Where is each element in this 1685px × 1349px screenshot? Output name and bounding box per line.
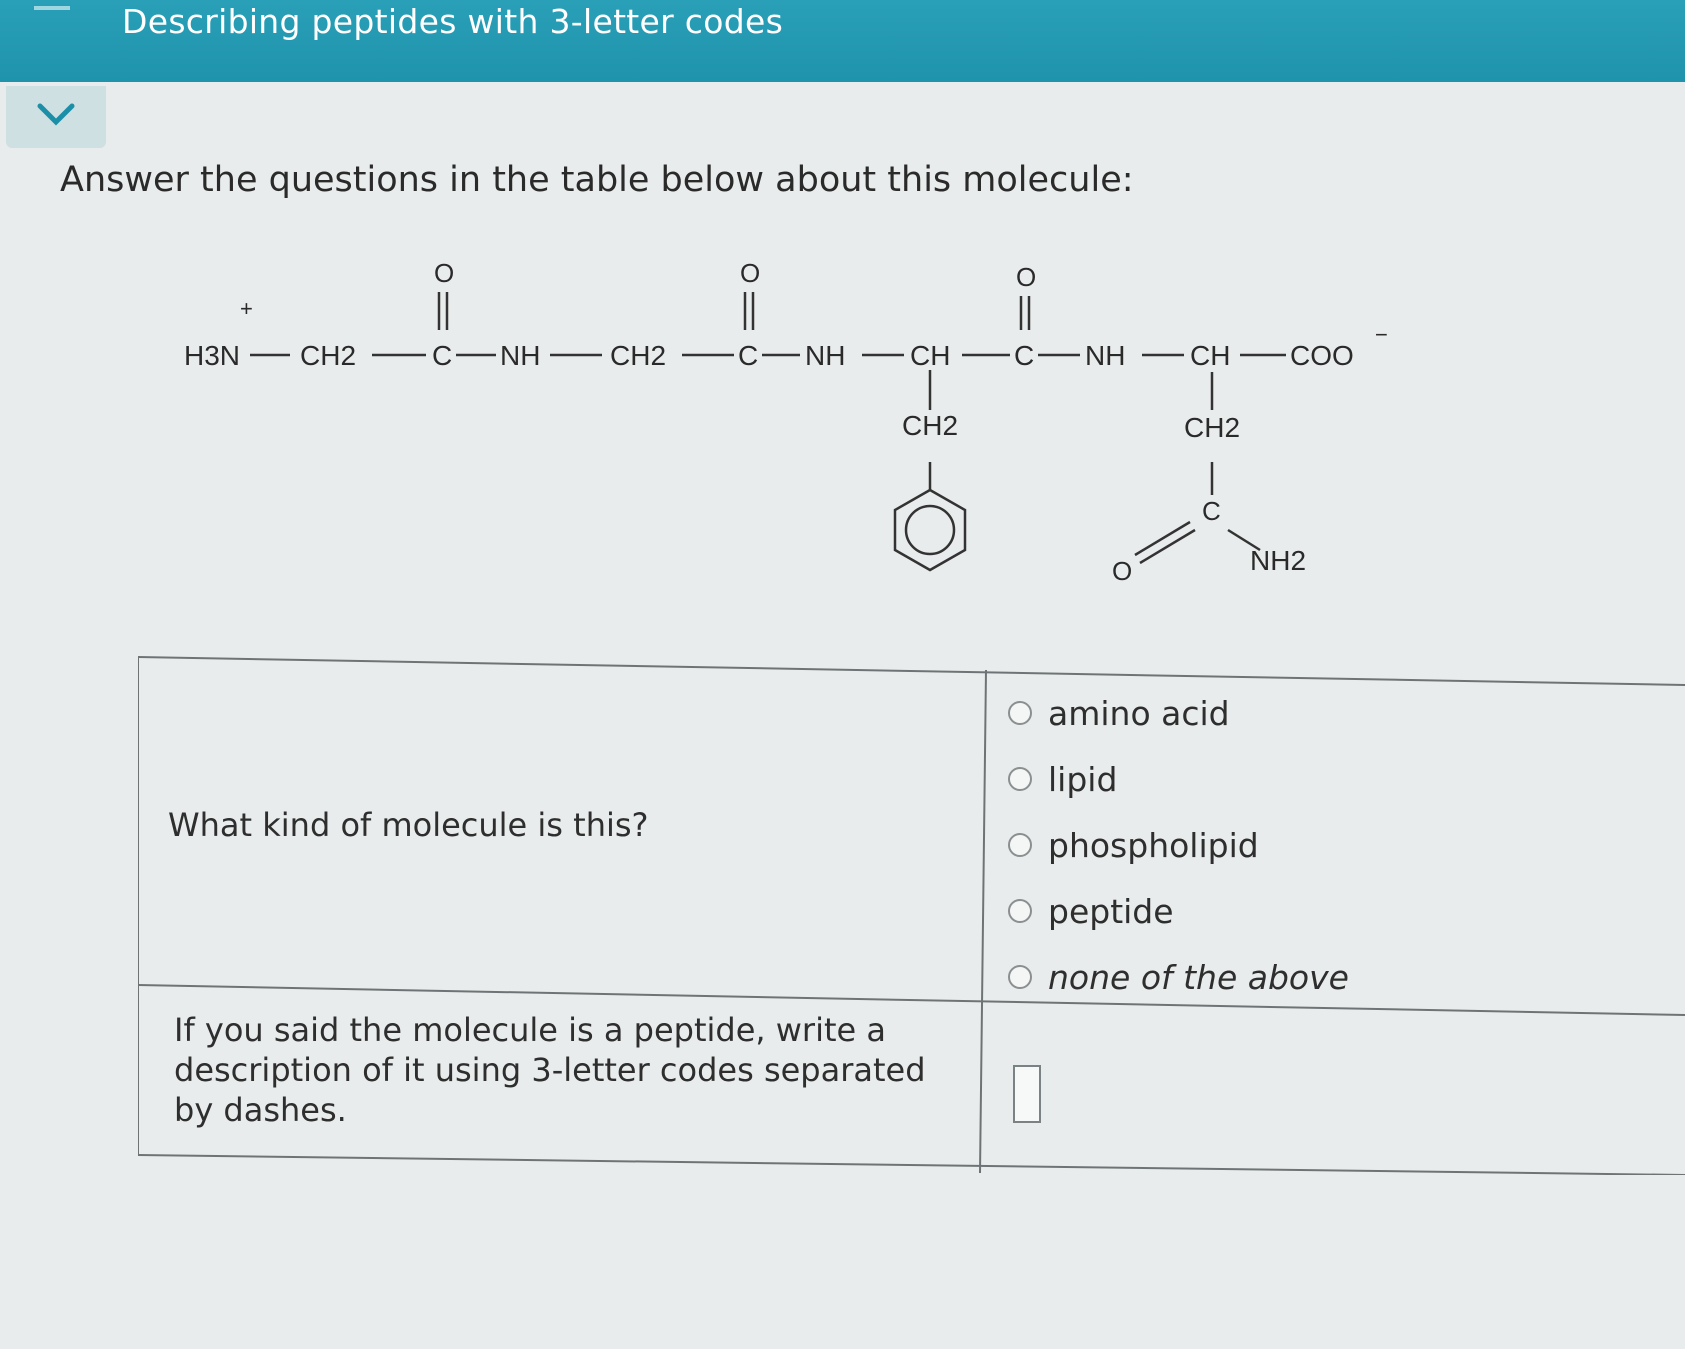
chain-nh-3: NH <box>1085 340 1126 371</box>
plus-charge: + <box>240 296 253 321</box>
chain-coo: COO <box>1290 340 1354 371</box>
radio-icon[interactable] <box>1008 767 1032 791</box>
chain-ch-2: CH <box>1190 340 1231 371</box>
option-label: none of the above <box>1048 957 1349 997</box>
question-kind-label: What kind of molecule is this? <box>168 806 649 844</box>
radio-icon[interactable] <box>1008 899 1032 923</box>
menu-dash-icon[interactable] <box>34 6 70 10</box>
option-phospholipid[interactable] <box>1008 812 1349 878</box>
option-none-of-the-above[interactable] <box>1008 944 1349 1010</box>
side-o-amide: O <box>1112 556 1133 586</box>
chain-ch2-2: CH2 <box>610 340 667 371</box>
option-label: lipid <box>1048 759 1118 799</box>
chain-c-1: C <box>432 340 453 371</box>
chain-ch-1: CH <box>910 340 951 371</box>
side-ch2-asn: CH2 <box>1184 412 1241 443</box>
side-c-amide: C <box>1202 496 1221 526</box>
chain-nh-1: NH <box>500 340 541 371</box>
chain-c-2: C <box>738 340 759 371</box>
option-lipid[interactable] <box>1008 746 1349 812</box>
radio-icon[interactable] <box>1008 833 1032 857</box>
side-ch2-phe: CH2 <box>902 410 959 441</box>
chevron-down-icon <box>36 102 76 128</box>
molecule-kind-options <box>1008 680 1349 1010</box>
question-prompt: Answer the questions in the table below about this molecule: <box>60 160 1134 200</box>
page-title: Describing peptides with 3-letter codes <box>122 2 784 41</box>
chain-ch2-1: CH2 <box>300 340 357 371</box>
carbonyl-o-3: O <box>1016 262 1037 292</box>
chain-nh-2: NH <box>805 340 846 371</box>
question-peptide-codes-label: If you said the molecule is a peptide, write a description of it using 3-letter codes separated by dashes. <box>174 1011 926 1129</box>
carbonyl-o-2: O <box>740 258 761 288</box>
chain-h3n: H3N <box>184 340 241 371</box>
option-label: amino acid <box>1048 693 1230 733</box>
peptide-codes-input[interactable] <box>1013 1065 1041 1123</box>
radio-icon[interactable] <box>1008 701 1032 725</box>
option-label: peptide <box>1048 891 1174 931</box>
molecule-structure <box>150 250 1400 610</box>
minus-charge: − <box>1375 322 1388 347</box>
option-label: phospholipid <box>1048 825 1259 865</box>
radio-icon[interactable] <box>1008 965 1032 989</box>
carbonyl-o-1: O <box>434 258 455 288</box>
side-nh2: NH2 <box>1250 545 1307 576</box>
option-peptide[interactable] <box>1008 878 1349 944</box>
assignment-header <box>0 0 1685 82</box>
chain-c-3: C <box>1014 340 1035 371</box>
option-amino-acid[interactable] <box>1008 680 1349 746</box>
collapse-toggle[interactable] <box>6 86 106 148</box>
question-table <box>138 655 1685 1175</box>
